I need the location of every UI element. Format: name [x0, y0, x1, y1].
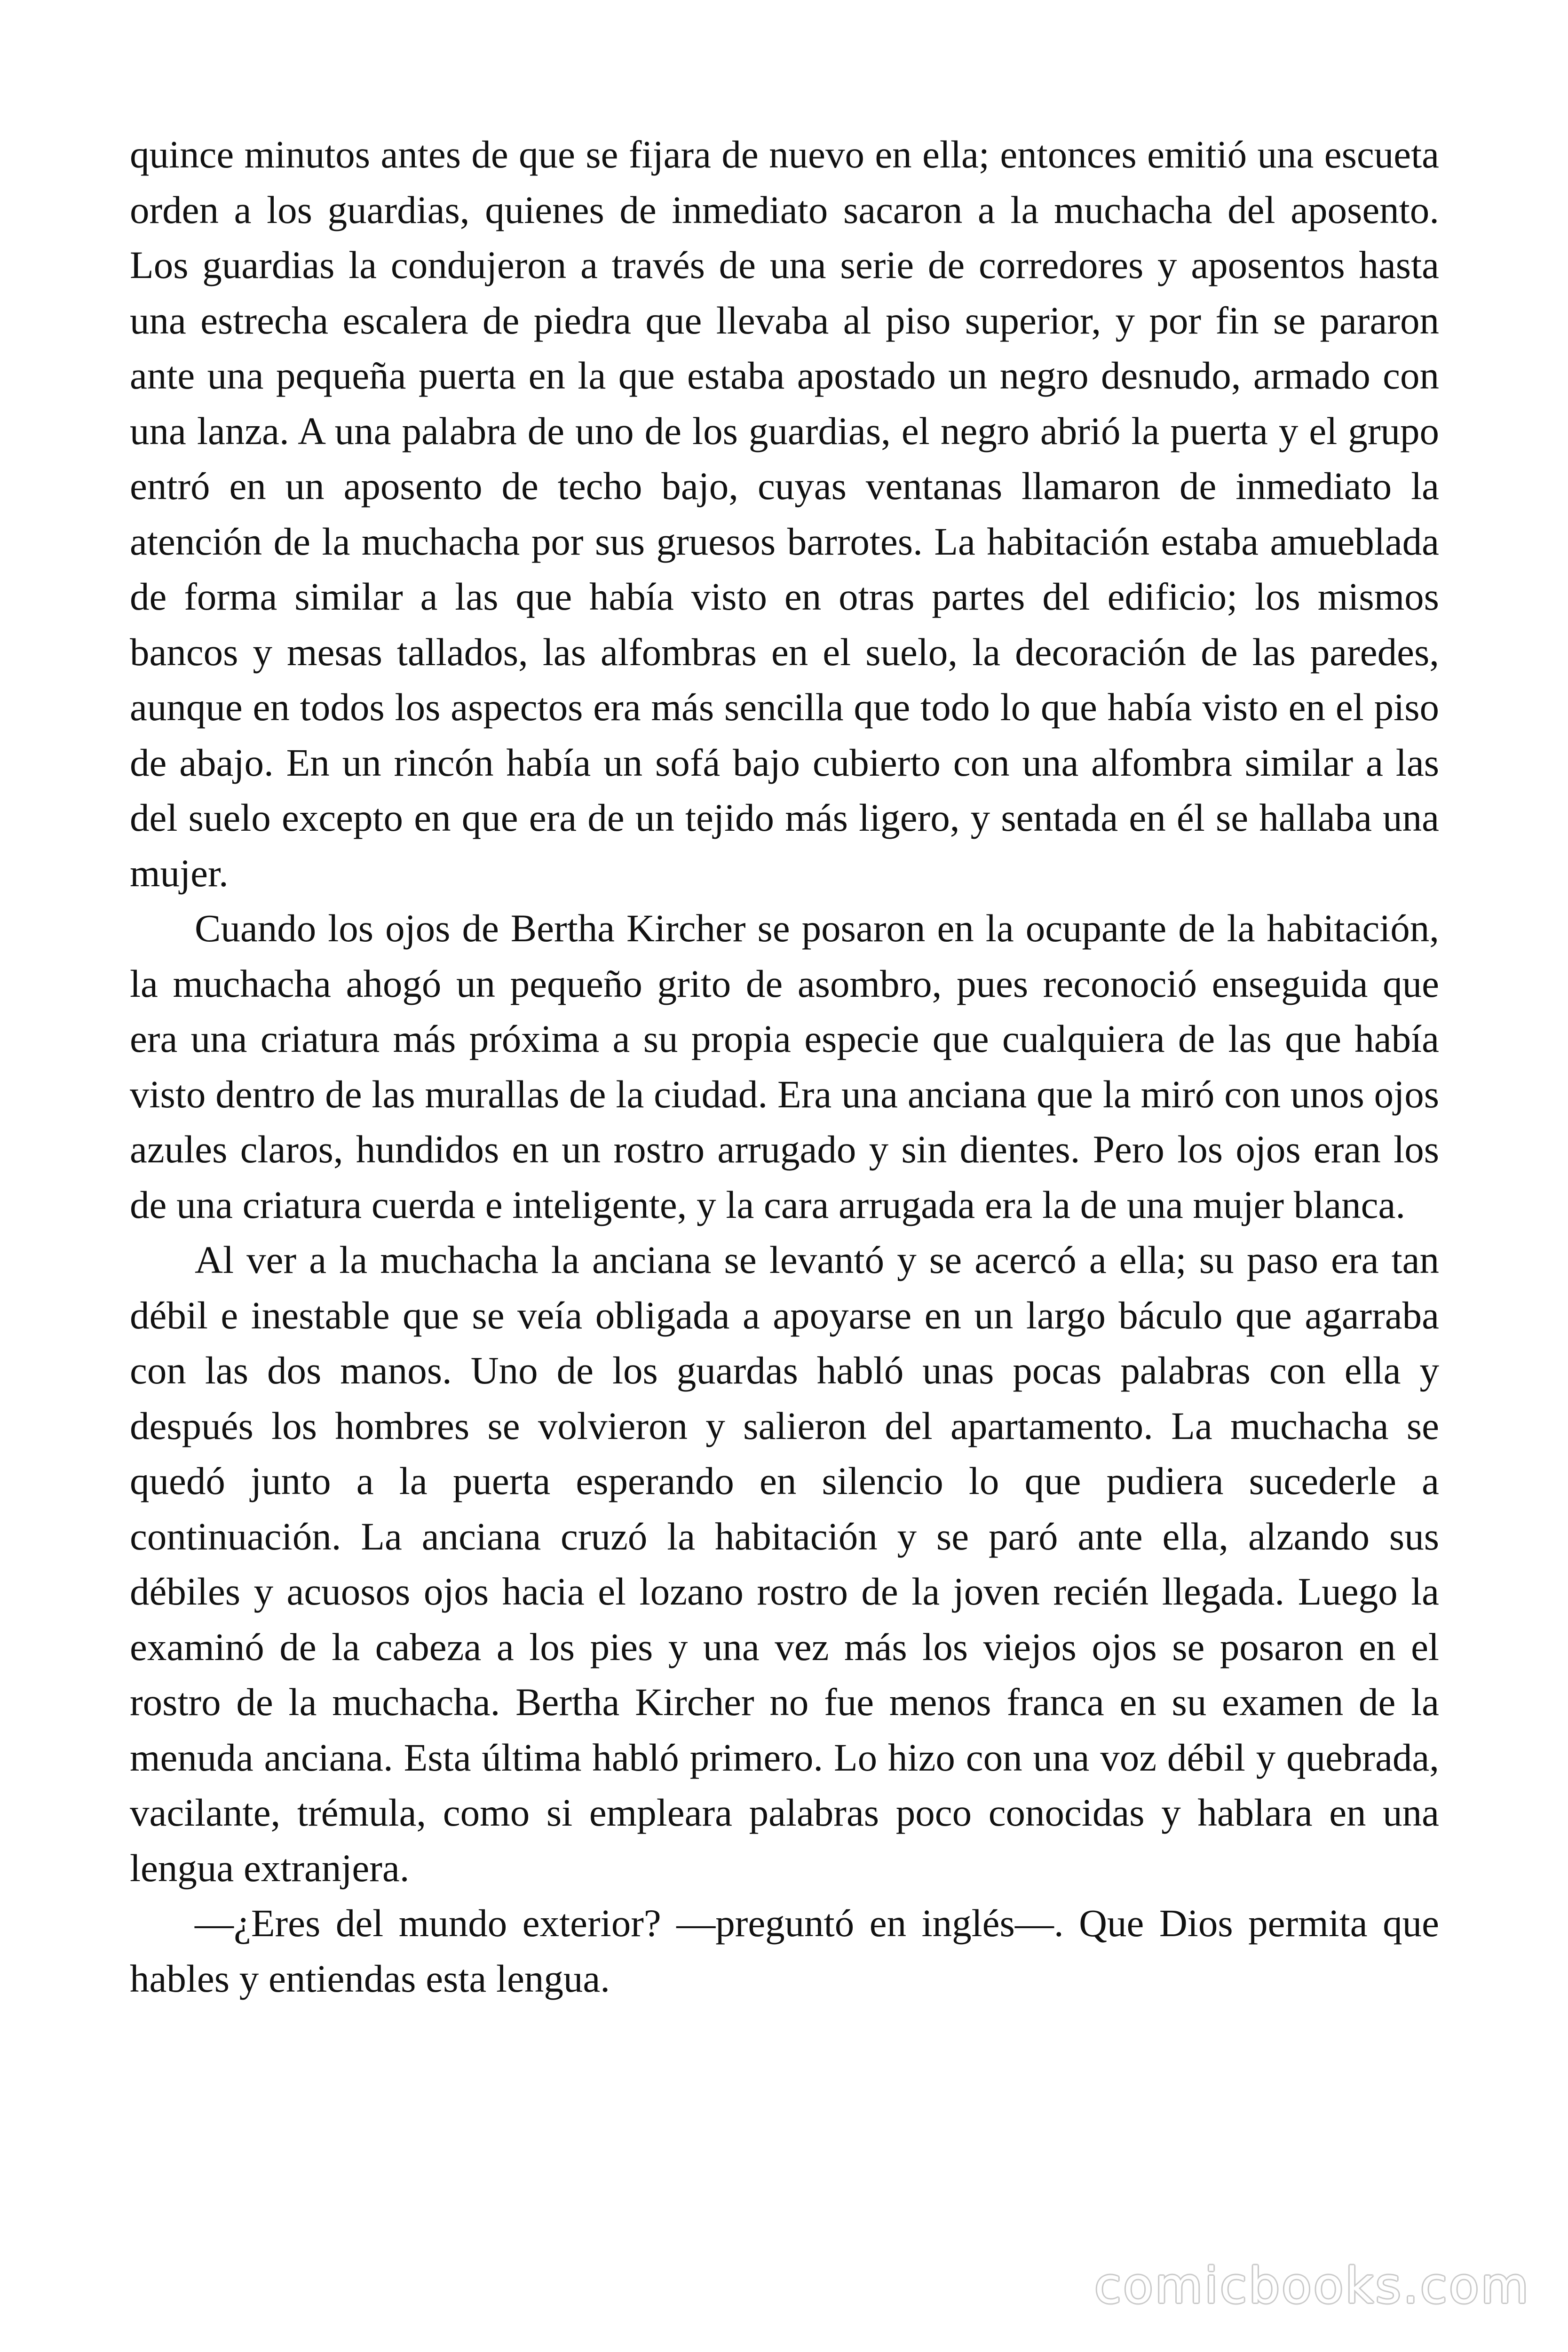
watermark-logo: comicbooks.com [1094, 2257, 1530, 2314]
paragraph-1: quince minutos antes de que se fijara de nuevo en ella; entonces emitió una escueta orden a los guardias, quienes de inmediato sacaron a la muchacha del aposento. Los guardias la condujeron a través de una serie de corredores y aposentos hasta una estrecha escalera de piedra que llevaba al piso superior, y por fin se pararon ante una pequeña puerta en la que estaba apostado un negro desnudo, armado con una lanza. A una palabra de uno de los guardias, el negro abrió la puerta y el grupo entró en un aposento de techo bajo, cuyas ventanas llamaron de inmediato la atención de la muchacha por sus gruesos barrotes. La habitación estaba amueblada de forma similar a las que había visto en otras partes del edificio; los mismos bancos y mesas tallados, las alfombras en el suelo, la decoración de las paredes, aunque en todos los aspectos era más sencilla que todo lo que había visto en el piso de abajo. En un rincón había un sofá bajo cubierto con una alfombra similar a las del suelo excepto en que era de un tejido más ligero, y sentada en él se hallaba una mujer. [130, 133, 1439, 895]
paragraph-3: Al ver a la muchacha la anciana se levantó y se acercó a ella; su paso era tan débil e inestable que se veía obligada a apoyarse en un largo báculo que agarraba con las dos manos. Uno de los guardas habló unas pocas palabras con ella y después los hombres se volvieron y salieron del apartamento. La muchacha se quedó junto a la puerta esperando en silencio lo que pudiera sucederle a continuación. La anciana cruzó la habitación y se paró ante ella, alzando sus débiles y acuosos ojos hacia el lozano rostro de la joven recién llegada. Luego la examinó de la cabeza a los pies y una vez más los viejos ojos se posaron en el rostro de la muchacha. Bertha Kircher no fue menos franca en su examen de la menuda anciana. Esta última habló primero. Lo hizo con una voz débil y quebrada, vacilante, trémula, como si empleara palabras poco conocidas y hablara en una lengua extranjera. [130, 1238, 1439, 1890]
paragraph-2: Cuando los ojos de Bertha Kircher se posaron en la ocupante de la habitación, la muchacha ahogó un pequeño grito de asombro, pues reconoció enseguida que era una criatura más próxima a su propia especie que cualquiera de las que había visto dentro de las murallas de la ciudad. Era una anciana que la miró con unos ojos azules claros, hundidos en un rostro arrugado y sin dientes. Pero los ojos eran los de una criatura cuerda e inteligente, y la cara arrugada era la de una mujer blanca. [130, 906, 1439, 1226]
page-body [130, 127, 1439, 2006]
paragraph-4: —¿Eres del mundo exterior? —preguntó en inglés—. Que Dios permita que hables y entiendas esta lengua. [130, 1901, 1439, 2000]
